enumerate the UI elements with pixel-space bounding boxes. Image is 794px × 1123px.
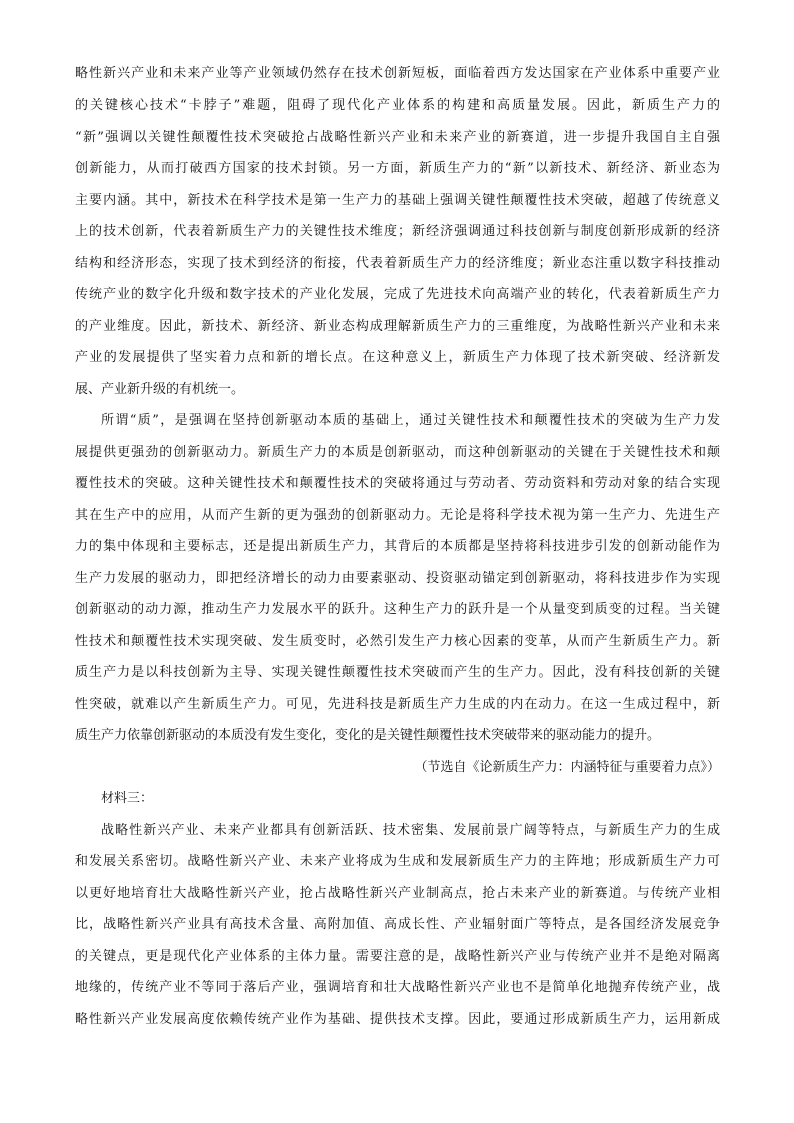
- text-line: 的关键核心技术“卡脖子”难题，阻碍了现代化产业体系的构建和高质量发展。因此，新质生产力的: [75, 98, 720, 113]
- text-line: 结构和经济形态，实现了技术到经济的衔接，代表着新质生产力的经济维度；新业态注重以数字科技推动: [75, 256, 720, 271]
- text-line: 和发展关系密切。战略性新兴产业、未来产业将成为生成和发展新质生产力的主阵地；形成新质生产力可: [75, 854, 720, 869]
- text-line: 以更好地培育壮大战略性新兴产业，抢占战略性新兴产业制高点，抢占未来产业的新赛道。与传统产业相: [75, 886, 720, 901]
- text-line: 展、产业新升级的有机统一。: [75, 382, 245, 397]
- text-line: 略性新兴产业发展高度依赖传统产业作为基础、提供技术支撑。因此，要通过形成新质生产力，运用新成: [75, 1012, 720, 1027]
- text-line: 地缘的，传统产业不等同于落后产业，强调培育和壮大战略性新兴产业也不是简单化地抛弃传统产业，战: [75, 980, 720, 995]
- text-line: 性技术和颠覆性技术实现突破、发生质变时，必然引发生产力核心因素的变革，从而产生新质生产力。新: [75, 634, 720, 649]
- text-line: 创新能力，从而打破西方国家的技术封锁。另一方面，新质生产力的“新”以新技术、新经济、新业态为: [75, 161, 720, 176]
- text-line: 战略性新兴产业、未来产业都具有创新活跃、技术密集、发展前景广阔等特点，与新质生产力的生成: [101, 823, 720, 838]
- text-line: 展提供更强劲的创新驱动力。新质生产力的本质是创新驱动，而这种创新驱动的关键在于关键性技术和颠: [75, 445, 720, 460]
- text-line: 性突破，就难以产生新质生产力。可见，先进科技是新质生产力生成的内在动力。在这一生成过程中，新: [75, 697, 720, 712]
- text-line: 主要内涵。其中，新技术在科学技术是第一生产力的基础上强调关键性颠覆性技术突破，超越了传统意义: [75, 193, 720, 208]
- text-line: 质生产力是以科技创新为主导、实现关键性颠覆性技术突破而产生的生产力。因此，没有科技创新的关键: [75, 665, 720, 680]
- text-line: 所谓“质”，是强调在坚持创新驱动本质的基础上，通过关键性技术和颠覆性技术的突破为生产力发: [101, 413, 720, 428]
- text-line: 的关键点，更是现代化产业体系的主体力量。需要注意的是，战略性新兴产业与传统产业并不是绝对隔离: [75, 949, 720, 964]
- text-line: 力的集中体现和主要标志，还是提出新质生产力，其背后的本质都是坚持将科技进步引发的创新动能作为: [75, 539, 720, 554]
- text-line: 其在生产中的应用，从而产生新的更为强劲的创新驱动力。无论是将科学技术视为第一生产力、先进生产: [75, 508, 720, 523]
- text-line: “新”强调以关键性颠覆性技术突破抢占战略性新兴产业和未来产业的新赛道，进一步提升我国自主自强: [75, 130, 720, 145]
- text-line: 传统产业的数字化升级和数字技术的产业化发展，完成了先进技术向高端产业的转化，代表着新质生产力: [75, 287, 720, 302]
- text-line: 覆性技术的突破。这种关键性技术和颠覆性技术的突破将通过与劳动者、劳动资料和劳动对象的结合实现: [75, 476, 720, 491]
- text-line: 的产业维度。因此，新技术、新经济、新业态构成理解新质生产力的三重维度，为战略性新兴产业和未来: [75, 319, 720, 334]
- text-line: 产业的发展提供了坚实着力点和新的增长点。在这种意义上，新质生产力体现了技术新突破、经济新发: [75, 350, 720, 365]
- text-line: 生产力发展的驱动力，即把经济增长的动力由要素驱动、投资驱动锚定到创新驱动，将科技进步作为实现: [75, 571, 720, 586]
- material-label: 材料三：: [101, 791, 154, 806]
- text-line: 创新驱动的动力源，推动生产力发展水平的跃升。这种生产力的跃升是一个从量变到质变的过程。当关键: [75, 602, 720, 617]
- text-line: 比，战略性新兴产业具有高技术含量、高附加值、高成长性、产业辐射面广等特点，是各国经济发展竞争: [75, 917, 720, 932]
- text-line: 上的技术创新，代表着新质生产力的关键性技术维度；新经济强调通过科技创新与制度创新形成新的经济: [75, 224, 720, 239]
- text-line: 质生产力依靠创新驱动的本质没有发生变化，变化的是关键性颠覆性技术突破带来的驱动能力的提升。: [75, 728, 661, 743]
- text-line: 略性新兴产业和未来产业等产业领域仍然存在技术创新短板，面临着西方发达国家在产业体系中重要产业: [75, 66, 720, 81]
- source-note: （节选自《论新质生产力：内涵特征与重要着力点》）: [414, 760, 720, 775]
